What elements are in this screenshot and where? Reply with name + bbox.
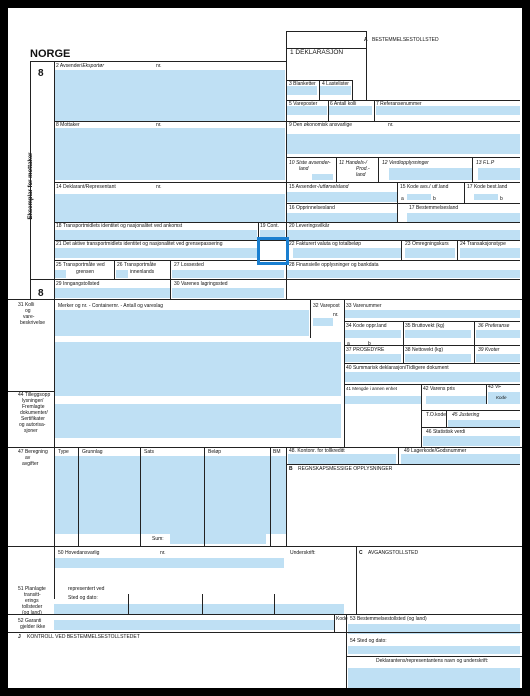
field-47-label-2: av <box>25 455 31 461</box>
rule <box>128 594 129 614</box>
field-5-items[interactable] <box>287 106 327 115</box>
rule <box>286 31 366 32</box>
rule <box>344 299 345 447</box>
field-32-nr: nr. <box>333 312 339 318</box>
field-51-label-5: (og land) <box>22 610 42 616</box>
field-17a-code[interactable] <box>474 194 498 200</box>
field-38-label: 38 Nettovekt (kg) <box>405 347 444 353</box>
field-39-label: 39 Kvoter <box>478 347 500 353</box>
field-10-country[interactable] <box>312 174 333 180</box>
rule <box>319 80 320 100</box>
field-19-label: 19 Cont. <box>260 223 279 229</box>
field-14-nr: nr. <box>156 184 162 190</box>
field-21-label: 21 Det aktive transportmidlets identitet og nasjonalitet ved grensepassering <box>56 241 223 247</box>
copy-number-bottom: 8 <box>38 288 44 299</box>
field-54-label: 54 Sted og dato: <box>350 638 387 644</box>
field-46-statistical-value[interactable] <box>423 436 520 446</box>
rule <box>421 427 520 428</box>
field-47-label-1: 47 Beregning <box>18 449 48 455</box>
field-31-label-1: 31 Kolli <box>18 302 35 308</box>
rule <box>374 100 375 121</box>
field-44-additional-info[interactable] <box>54 404 341 438</box>
field-7-reference[interactable] <box>376 106 520 115</box>
rule <box>286 100 520 101</box>
field-26-transport-inland[interactable] <box>116 270 128 278</box>
rule <box>204 447 205 546</box>
field-3-label: 3 Blanketter <box>289 81 316 87</box>
field-18-transport-arrival[interactable] <box>54 230 257 240</box>
field-42-item-price[interactable] <box>426 396 486 404</box>
header-a-label: BESTEMMELSESTOLLSTED <box>372 37 439 43</box>
field-52-kode: Kode <box>336 616 348 622</box>
field-48-label: 48. Kontonr. for tollkreditt <box>289 448 345 454</box>
field-31-label-3: vare- <box>23 314 35 320</box>
field-9-nr: nr. <box>388 122 394 128</box>
rule <box>54 61 55 599</box>
field-15a-a: a <box>401 196 404 202</box>
copy-number: 8 <box>38 68 44 79</box>
field-7-label: 7 Referansenummer <box>376 101 422 107</box>
field-13-flp[interactable] <box>478 168 520 180</box>
field-50-nr: nr. <box>160 550 166 556</box>
field-50-signature: Underskrift: <box>290 550 316 556</box>
field-54-place-date[interactable] <box>348 646 520 654</box>
rule <box>274 594 275 614</box>
field-23-label: 23 Omregningskurs <box>405 241 449 247</box>
rule <box>403 321 404 363</box>
rule <box>472 157 473 182</box>
field-9-label: 9 Den økonomisk ansvarlige <box>289 122 353 128</box>
rule <box>270 447 271 546</box>
field-11-label-3: land <box>356 172 366 178</box>
rule <box>346 614 347 688</box>
rule <box>356 546 357 614</box>
field-3-forms[interactable] <box>287 86 317 95</box>
field-41-label: 41 Mengde i annen enhet <box>346 386 398 391</box>
section-j-letter: J <box>18 634 21 640</box>
field-12-value-info[interactable] <box>389 168 472 180</box>
field-25-label-1: 25 Transportmåte ved <box>56 262 105 268</box>
rule <box>398 447 399 464</box>
field-51-label-1: 51 Planlagte <box>18 586 46 592</box>
rule <box>286 48 366 49</box>
rule <box>334 614 335 632</box>
rule <box>378 157 379 182</box>
field-35-gross-weight[interactable] <box>405 330 471 338</box>
rule <box>54 121 520 122</box>
field-29-entry-office[interactable] <box>54 288 170 298</box>
declaration-title: 1 DEKLARASJON <box>290 49 344 56</box>
rule <box>30 279 520 280</box>
field-29-label: 29 Inngangstollsted <box>56 281 100 287</box>
field-47-sum-label: Sum: <box>152 536 164 542</box>
field-34-b: b <box>368 341 371 347</box>
field-38-net-weight[interactable] <box>405 354 471 362</box>
rule <box>30 61 286 62</box>
copy-vertical-label: Eksemplar for mottaker <box>28 152 34 220</box>
field-39-quotas[interactable] <box>476 354 520 362</box>
field-36-preference[interactable] <box>476 330 520 338</box>
field-23-exchange-rate[interactable] <box>405 248 455 258</box>
field-44-label-4: dokumenter/ <box>20 410 48 416</box>
field-43-label: 43 VF <box>488 384 502 390</box>
field-50-represented: representert ved <box>68 586 105 592</box>
rule <box>344 345 520 346</box>
field-16-label: 16 Opprinnelsesland <box>289 205 335 211</box>
field-8-label: 8 Mottaker <box>56 122 80 128</box>
field-30-storage[interactable] <box>172 288 284 298</box>
field-17a-b: b <box>500 196 503 202</box>
field-37-label: 37 PROSEDYRE <box>346 347 385 353</box>
field-6-label: 6 Antall kolli <box>330 101 357 107</box>
field-31-desc: Merker og nr. - Containernr. - Antall og vareslag <box>58 303 164 309</box>
field-10-label-1: 10 Siste avsender- <box>289 160 331 166</box>
field-54-signature-label: Deklarantens/representantens navn og underskrift: <box>376 658 489 664</box>
rule <box>401 240 402 260</box>
field-51-label-2: transitt- <box>24 592 41 598</box>
field-52-guarantee[interactable] <box>54 620 334 630</box>
field-43-kode: Kode <box>496 395 507 400</box>
rule <box>202 594 203 614</box>
field-31-description-lower[interactable] <box>54 342 341 396</box>
field-34-a: a <box>347 341 350 347</box>
field-50-label: 50 Hovedansvarlig <box>58 550 100 556</box>
field-51-label-3: erings <box>25 598 39 604</box>
field-33-commodity-code[interactable] <box>345 310 520 318</box>
field-15a-label: 15 Kode avs./ utf.land <box>400 184 449 190</box>
rule <box>366 31 367 100</box>
rule <box>8 614 522 615</box>
field-31-label-4: beskrivelse <box>20 320 46 326</box>
field-17a-label: 17 Kode best.land <box>467 184 508 190</box>
field-34-label: 34 Kode oppr.land <box>346 323 387 329</box>
field-4-label: 4 Lastelister <box>322 81 349 87</box>
rule <box>286 447 287 546</box>
field-31-label-2: og <box>25 308 31 314</box>
rule <box>421 410 520 411</box>
field-21-active-transport[interactable] <box>54 248 257 258</box>
field-54-signature[interactable] <box>348 668 520 688</box>
field-13-label: 13 F.L.P <box>476 160 495 166</box>
field-26-label-2: innenlands <box>130 269 155 275</box>
rule <box>286 203 520 204</box>
field-50-principal[interactable] <box>54 558 284 568</box>
field-35-label: 35 Bruttovekt (kg) <box>405 323 445 329</box>
rule <box>310 299 311 338</box>
header-a-letter: A <box>364 37 368 43</box>
field-49-label: 49 Lagerkode/Godsnummer <box>404 448 467 454</box>
field-15a-code[interactable] <box>407 194 431 200</box>
field-20-label: 20 Leveringsvilkår <box>289 223 330 229</box>
rule <box>54 182 520 183</box>
field-44-label-5: Sertifikater <box>21 416 45 422</box>
field-8-consignee[interactable] <box>54 128 285 180</box>
field-8-nr: nr. <box>156 122 162 128</box>
field-48-account[interactable] <box>288 454 396 464</box>
field-30-label: 30 Varenes lagringssted <box>174 281 228 287</box>
rule <box>344 363 520 364</box>
field-47-col-rate: Sats <box>144 449 155 455</box>
field-47-col-bm: BM <box>273 449 281 455</box>
field-40-label: 40 Summarisk deklarasjon/Tidligere dokument <box>346 365 449 371</box>
field-10-label-2: land <box>299 166 309 172</box>
field-24-label: 24 Transaksjonstype <box>460 241 506 247</box>
field-46-label: 46 Statistisk verdi <box>426 429 466 435</box>
rule <box>8 632 522 633</box>
rule <box>8 299 522 300</box>
rule <box>344 384 520 385</box>
country-title: NORGE <box>30 48 71 60</box>
field-28-label: 28 Finansielle opplysninger og bankdata <box>289 262 379 268</box>
rule <box>8 447 522 448</box>
field-36-label: 36 Preferanse <box>478 323 510 329</box>
field-11-label-1: 11 Handels-/ <box>339 160 367 166</box>
field-4-loading-lists[interactable] <box>320 86 351 95</box>
rule <box>114 260 115 279</box>
field-40-summary-declaration[interactable] <box>345 372 520 382</box>
rule <box>54 222 520 223</box>
rule <box>446 410 447 427</box>
field-44-label-7: sjoner <box>24 428 38 434</box>
rule <box>328 100 329 121</box>
field-31-description[interactable] <box>54 310 309 336</box>
field-12-label: 12 Verdiopplysninger <box>382 160 429 166</box>
field-27-label: 27 Lossested <box>174 262 204 268</box>
field-53-label: 53 Bestemmelsestollsted (og land) <box>350 616 427 622</box>
rule <box>397 182 398 222</box>
field-15-label: 15 Avsender-/utførselsland <box>289 184 349 190</box>
field-50-place-date-label: Sted og dato: <box>68 595 98 601</box>
rule <box>8 546 522 547</box>
rule <box>421 384 422 447</box>
field-42-label: 42 Varens pris <box>423 386 455 392</box>
field-25-transport-border[interactable] <box>54 270 66 278</box>
field-47-sum[interactable] <box>170 534 266 544</box>
field-47-tax-calculation[interactable] <box>54 456 286 534</box>
field-22-currency-total[interactable] <box>293 248 401 258</box>
field-27-unloading[interactable] <box>172 270 284 278</box>
rule <box>140 447 141 546</box>
field-15-dispatch-country[interactable] <box>287 192 397 202</box>
field-26-label-1: 26 Transportmåte <box>117 262 157 268</box>
field-14-label: 14 Deklarant/Representant <box>56 184 116 190</box>
field-51-label-4: tollsteder <box>22 604 43 610</box>
rule <box>78 447 79 546</box>
field-45-label: 45 Justering <box>452 412 480 418</box>
field-to-kode-label: T.O.kode <box>426 412 447 418</box>
field-11-label-2: Prod.- <box>356 166 370 172</box>
field-50-place-date[interactable] <box>54 604 344 614</box>
field-49-warehouse[interactable] <box>401 454 520 464</box>
field-15a-b: b <box>433 196 436 202</box>
field-52-label-1: 52 Garanti <box>18 618 42 624</box>
field-44-label-3: Fremlagte <box>22 404 45 410</box>
section-b-letter: B <box>289 466 293 472</box>
field-22-label: 22 Fakturert valuta og totalbeløp <box>289 241 361 247</box>
field-47-col-amount: Beløp <box>208 449 222 455</box>
rule <box>30 61 31 299</box>
field-20-delivery-terms[interactable] <box>287 230 520 240</box>
field-14-declarant[interactable] <box>54 194 285 222</box>
rule <box>352 80 353 100</box>
field-28-financial[interactable] <box>287 270 520 278</box>
rule <box>346 656 522 657</box>
rule <box>286 157 520 158</box>
section-c-label: AVGANGSTOLLSTED <box>368 550 419 556</box>
section-c-letter: C <box>359 550 363 556</box>
field-41-quantity[interactable] <box>345 396 421 404</box>
field-47-col-base: Grunnlag <box>82 449 103 455</box>
rule <box>344 321 520 322</box>
field-6-packages[interactable] <box>328 106 372 115</box>
field-2-nr: nr. <box>156 63 162 69</box>
rule <box>474 321 475 363</box>
field-32-label: 32 Varepost <box>313 303 340 309</box>
rule <box>336 157 337 182</box>
rule <box>457 240 458 260</box>
rule <box>286 464 520 465</box>
field-44-label-6: og autorisa- <box>19 422 46 428</box>
field-17-label: 17 Bestemmelsesland <box>409 205 459 211</box>
rule <box>486 384 487 404</box>
field-5-label: 5 Vareposter <box>289 101 318 107</box>
section-j-label: KONTROLL VED BESTEMMELSESTOLLSTEDET <box>27 634 140 640</box>
rule <box>170 260 171 299</box>
field-33-label: 33 Varenummer <box>346 303 382 309</box>
field-25-label-2: grensen <box>76 269 95 275</box>
field-2-sender[interactable] <box>54 70 285 122</box>
field-9-responsible[interactable] <box>287 134 520 154</box>
field-2-label: 2 Avsender/Eksportør <box>56 63 104 69</box>
section-b-label: REGNSKAPSMESSIGE OPPLYSNINGER <box>298 466 393 472</box>
field-44-label-2: lysninger/ <box>22 398 44 404</box>
rule <box>464 182 465 203</box>
field-18-label: 18 Transportmidlets identitet og nasjonalitet ved ankomst <box>56 223 183 229</box>
field-32-item-number[interactable] <box>313 318 333 326</box>
field-47-label-3: avgifter <box>22 461 39 467</box>
field-highlight-box[interactable] <box>257 237 289 265</box>
field-34-origin-code[interactable] <box>345 330 401 338</box>
rule <box>8 391 54 392</box>
customs-declaration-form <box>8 8 522 688</box>
field-44-label-1: 44 Tilleggsopp <box>18 392 51 398</box>
field-37-procedure[interactable] <box>345 354 401 362</box>
field-47-col-type: Type <box>58 449 69 455</box>
field-52-label-2: gjelder ikke <box>20 624 46 630</box>
field-24-transaction-type[interactable] <box>460 248 520 258</box>
